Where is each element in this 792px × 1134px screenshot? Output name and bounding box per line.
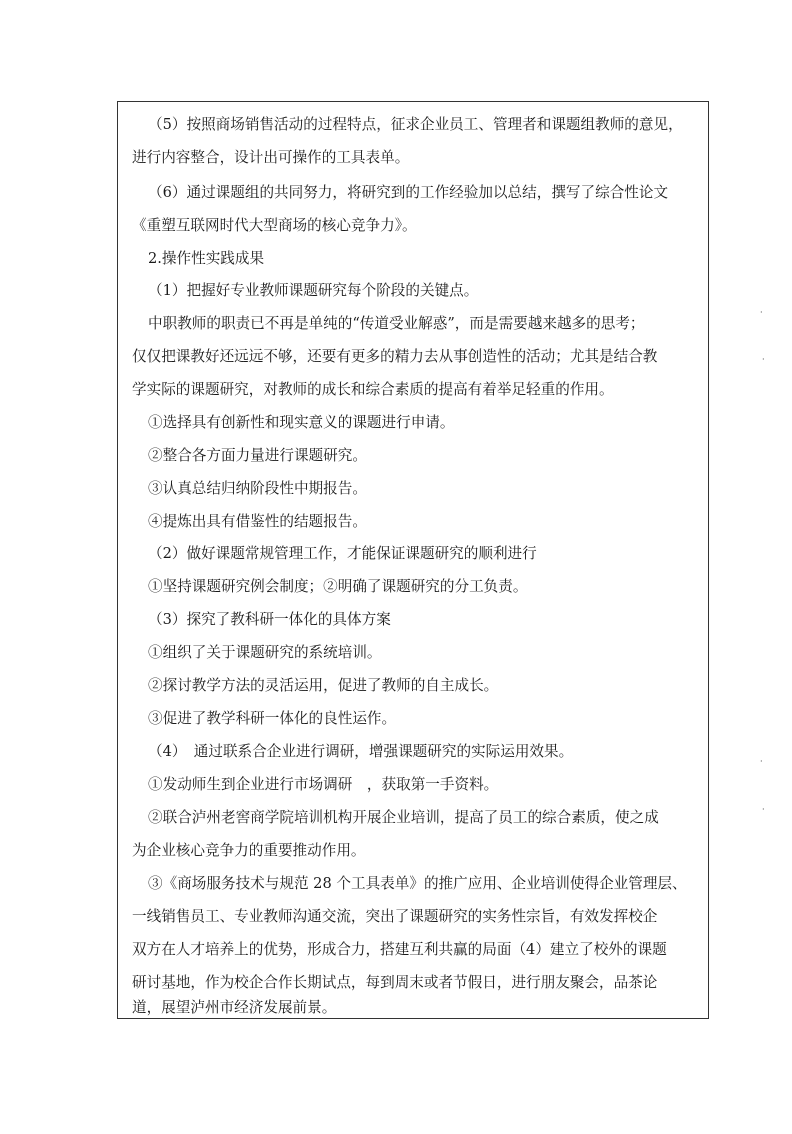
text-line: ③《商场服务技术与规范 28 个工具表单》的推广应用、企业培训使得企业管理层、 [148, 875, 687, 892]
scan-speck: ⸳ [760, 306, 763, 317]
text-line: ①选择具有创新性和现实意义的课题进行申请。 [148, 414, 455, 431]
text-line: （3）探究了教科研一体化的具体方案 [148, 611, 391, 628]
text-line: 双方在人才培养上的优势，形成合力，搭建互利共赢的局面（4）建立了校外的课题 [132, 941, 667, 958]
text-line: 《重塑互联网时代大型商场的核心竞争力》。 [132, 217, 417, 234]
text-line: 进行内容整合，设计出可操作的工具表单。 [132, 149, 410, 166]
text-line: 仅仅把课教好还远远不够，还要有更多的精力去从事创造性的活动；尤其是结合教 [132, 348, 658, 365]
scan-speck: ⸳ [760, 755, 763, 766]
text-line: 中职教师的职责已不再是单纯的“传道受业解惑”，而是需要越来越多的思考； [148, 315, 645, 332]
scan-speck: ⸳ [762, 353, 765, 364]
text-line: （2）做好课题常规管理工作，才能保证课题研究的顺利进行 [148, 545, 537, 562]
text-line: ④提炼出具有借鉴性的结题报告。 [148, 513, 367, 530]
text-line: 道，展望泸州市经济发展前景。 [132, 999, 337, 1016]
text-line: （1）把握好专业教师课题研究每个阶段的关键点。 [148, 282, 479, 299]
scan-speck: ⸳ [762, 803, 765, 814]
section-heading: 2.操作性实践成果 [148, 250, 265, 267]
text-line: ②探讨教学方法的灵活运用，促进了教师的自主成长。 [148, 677, 499, 694]
text-line: ①发动师生到企业进行市场调研 ，获取第一手资料。 [148, 776, 499, 793]
document-frame [117, 101, 709, 1019]
text-line: （6）通过课题组的共同努力，将研究到的工作经验加以总结，撰写了综合性论文 [148, 184, 669, 201]
text-line: ②联合泸州老窖商学院培训机构开展企业培训，提高了员工的综合素质，使之成 [148, 809, 659, 826]
text-line: 为企业核心竞争力的重要推动作用。 [132, 842, 366, 859]
text-line: ③认真总结归纳阶段性中期报告。 [148, 480, 367, 497]
text-line: （4） 通过联系合企业进行调研，增强课题研究的实际运用效果。 [148, 743, 574, 760]
text-line: （5）按照商场销售活动的过程特点，征求企业员工、管理者和课题组教师的意见， [148, 116, 683, 133]
text-line: ①组织了关于课题研究的系统培训。 [148, 644, 382, 661]
document-body [118, 102, 708, 1018]
text-line: ③促进了教学科研一体化的良性运作。 [148, 710, 397, 727]
text-line: 一线销售员工、专业教师沟通交流，突出了课题研究的实务性宗旨，有效发挥校企 [132, 908, 658, 925]
text-line: 研讨基地，作为校企合作长期试点，每到周末或者节假日，进行朋友聚会，品茶论 [132, 974, 658, 991]
text-line: 学实际的课题研究，对教师的成长和综合素质的提高有着举足轻重的作用。 [132, 381, 614, 398]
text-line: ②整合各方面力量进行课题研究。 [148, 447, 367, 464]
text-line: ①坚持课题研究例会制度；②明确了课题研究的分工负责。 [148, 578, 528, 595]
